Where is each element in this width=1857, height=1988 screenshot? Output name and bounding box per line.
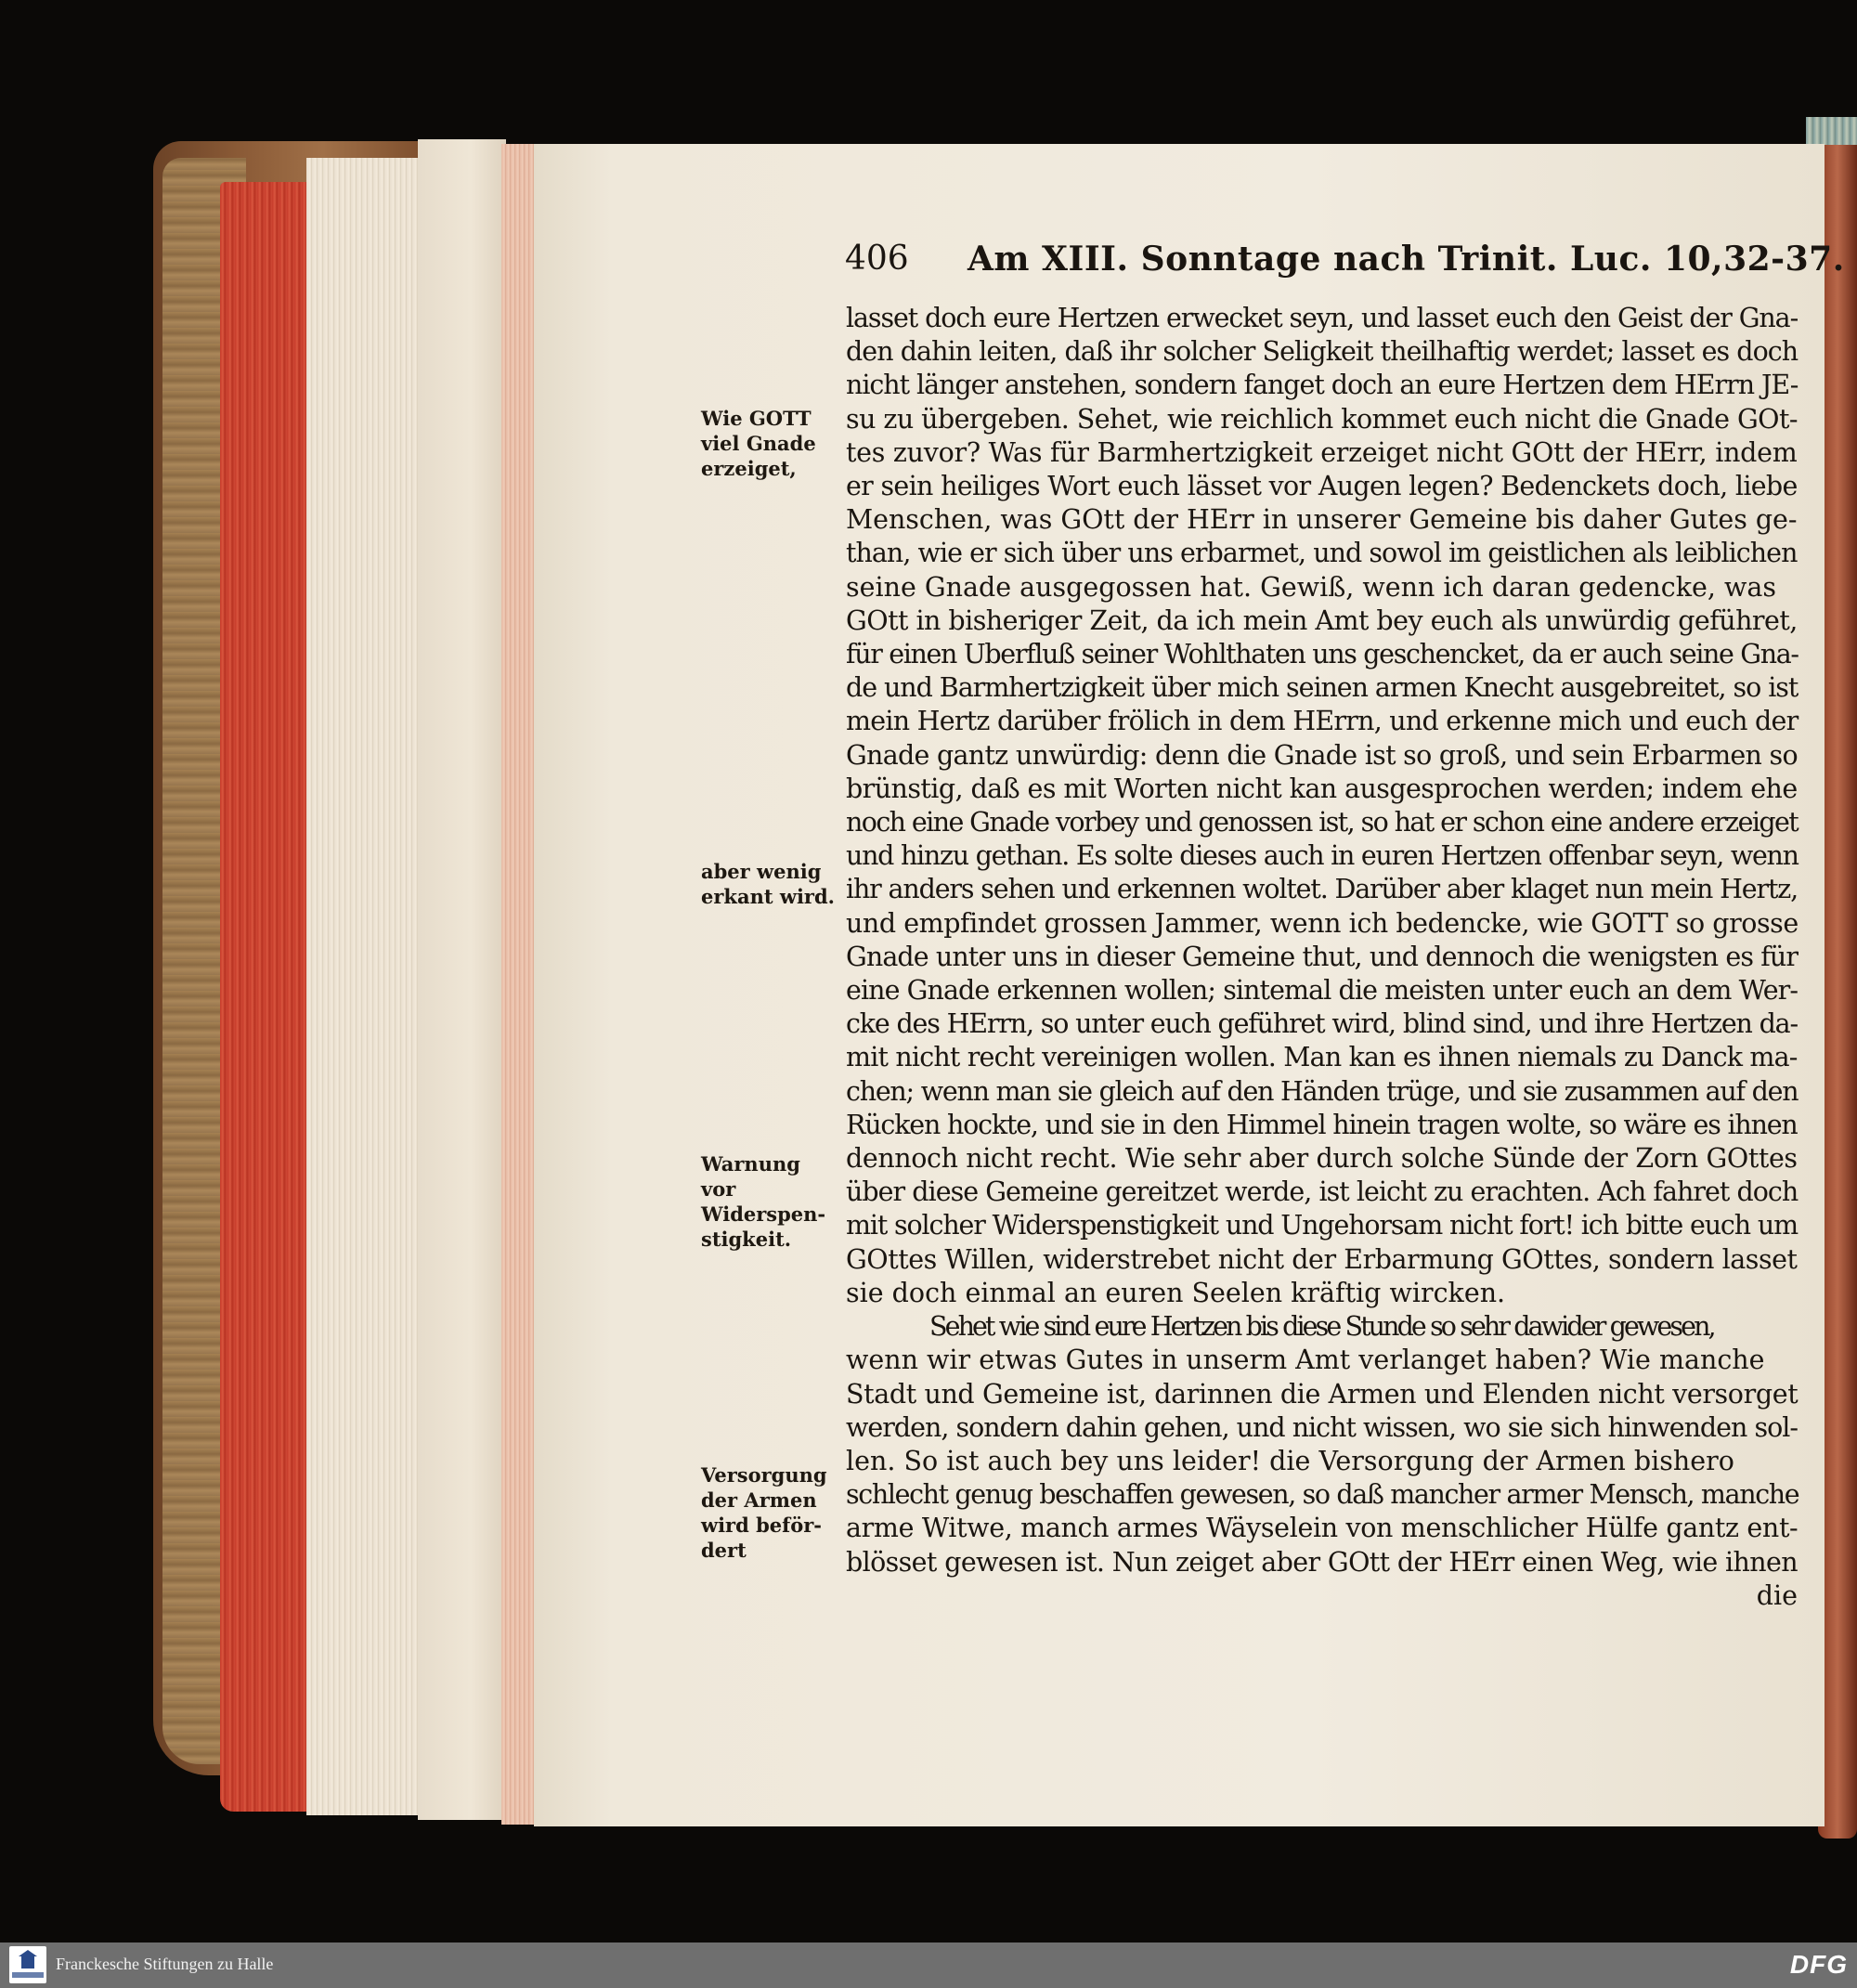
footer-bar <box>0 1943 1857 1988</box>
text-line: lasset doch eure Hertzen erwecket seyn, und lasset euch den Geist der Gna- <box>846 303 1799 333</box>
text-line: su zu übergeben. Sehet, wie reichlich kommet euch nicht die Gnade GOt- <box>846 403 1798 435</box>
text-line: er sein heiliges Wort euch lässet vor Augen legen? Bedenckets doch, liebe <box>846 471 1798 502</box>
text-line: Gnade unter uns in dieser Gemeine thut, und dennoch die wenigsten es für <box>846 941 1799 972</box>
text-line: wenn wir etwas Gutes in unserm Amt verlanget haben? Wie manche <box>846 1345 1765 1376</box>
text-line: seine Gnade ausgegossen hat. Gewiß, wenn ich daran gedencke, was <box>846 571 1776 603</box>
page-number: 406 <box>845 240 909 278</box>
institution-name: Franckesche Stiftungen zu Halle <box>56 1955 274 1973</box>
text-line: ihr anders sehen und erkennen woltet. Darüber aber klaget nun mein Hertz, <box>846 874 1799 905</box>
text-line: den dahin leiten, daß ihr solcher Seligkeit theilhaftig werdet; lasset es doch <box>846 336 1799 368</box>
margin-note-line: erzeiget, <box>701 457 797 480</box>
margin-note-3 <box>701 1151 840 1252</box>
running-title: Am XIII. Sonntage nach Trinit. Luc. 10,32-37. <box>967 240 1845 279</box>
text-line: für einen Uberfluß seiner Wohlthaten uns geschencket, da er auch seine Gna- <box>846 639 1799 670</box>
text-line: dennoch nicht recht. Wie sehr aber durch solche Sünde der Zorn GOttes <box>846 1143 1798 1175</box>
text-line: GOtt in bisheriger Zeit, da ich mein Amt bey euch als unwürdig geführet, <box>846 604 1798 636</box>
text-line: und empfindet grossen Jammer, wenn ich bedencke, wie GOTT so grosse <box>846 907 1799 939</box>
left-page <box>418 139 506 1820</box>
text-line: GOttes Willen, widerstrebet nicht der Erbarmung GOttes, sondern lasset <box>846 1243 1798 1275</box>
text-line: sie doch einmal an euren Seelen kräftig wircken. <box>846 1277 1506 1308</box>
text-line: werden, sondern dahin gehen, und nicht wissen, wo sie sich hinwenden sol- <box>846 1411 1798 1443</box>
text-line: Stadt und Gemeine ist, darinnen die Armen und Elenden nicht versorget <box>846 1378 1799 1410</box>
text-line: schlecht genug beschaffen gewesen, so daß mancher armer Mensch, manche <box>846 1479 1799 1511</box>
text-line: than, wie er sich über uns erbarmet, und sowol im geistlichen als leiblichen <box>846 538 1798 569</box>
text-line: de und Barmhertzigkeit über mich seinen armen Knecht ausgebreitet, so ist <box>846 672 1799 704</box>
page-stack-right <box>501 144 539 1825</box>
text-line: cke des HErrn, so unter euch geführet wird, blind sind, und ihre Hertzen da- <box>846 1008 1798 1040</box>
margin-note-line: viel Gnade <box>701 432 816 455</box>
text-line: über diese Gemeine gereitzet werde, ist leicht zu erachten. Ach fahret doch <box>846 1176 1799 1208</box>
margin-note-line: Wie GOTT <box>701 407 812 430</box>
printed-page <box>534 144 1845 1826</box>
page-stack-left <box>306 158 422 1815</box>
body-text <box>846 302 1798 1613</box>
text-line: Sehet wie sind eure Hertzen bis diese Stunde so sehr dawider gewesen, <box>929 1311 1714 1343</box>
margin-note-line: stigkeit. <box>701 1228 792 1251</box>
margin-note-line: dert <box>701 1539 747 1562</box>
margin-note-line: aber wenig <box>701 860 822 883</box>
text-line: die <box>1756 1579 1798 1611</box>
text-line: tes zuvor? Was für Barmhertzigkeit erzeiget nicht GOtt der HErr, indem <box>846 436 1798 468</box>
margin-note-line: erkant wird. <box>701 885 835 908</box>
text-line: blösset gewesen ist. Nun zeiget aber GOtt der HErr einen Weg, wie ihnen <box>846 1546 1799 1578</box>
text-line: arme Witwe, manch armes Wäyselein von menschlicher Hülfe gantz ent- <box>846 1513 1799 1544</box>
margin-note-4 <box>701 1462 840 1563</box>
margin-note-line: wird beför- <box>701 1514 822 1537</box>
red-page-edge <box>220 182 313 1812</box>
text-line: mit solcher Widerspenstigkeit und Ungehorsam nicht fort! ich bitte euch um <box>846 1210 1798 1241</box>
text-line: eine Gnade erkennen wollen; sintemal die meisten unter euch an dem Wer- <box>846 975 1799 1007</box>
margin-note-2 <box>701 859 840 909</box>
text-line: mit nicht recht vereinigen wollen. Man kan es ihnen niemals zu Danck ma- <box>846 1042 1798 1073</box>
text-line: len. So ist auch bey uns leider! die Versorgung der Armen bishero <box>846 1445 1734 1476</box>
headband <box>1806 117 1857 145</box>
margin-note-line: Warnung vor <box>701 1152 800 1201</box>
text-line: Gnade gantz unwürdig: denn die Gnade ist so groß, und sein Erbarmen so <box>846 739 1798 771</box>
margin-note-line: Widerspen- <box>701 1202 826 1226</box>
text-line: noch eine Gnade vorbey und genossen ist, so hat er schon eine andere erzeiget <box>846 807 1799 838</box>
text-line: nicht länger anstehen, sondern fanget doch an eure Hertzen dem HErrn JE- <box>846 370 1799 401</box>
dfg-logo: DFG <box>1789 1950 1848 1979</box>
text-line: mein Hertz darüber frölich in dem HErrn, und erkenne mich und euch der <box>846 706 1799 737</box>
margin-note-line: der Armen <box>701 1488 817 1512</box>
text-line: Rücken hockte, und sie in den Himmel hinein tragen wolte, so wäre es ihnen <box>846 1109 1798 1140</box>
text-line: Menschen, was GOtt der HErr in unserer Gemeine bis daher Gutes ge- <box>846 504 1798 536</box>
text-line: chen; wenn man sie gleich auf den Händen trüge, und sie zusammen auf den <box>846 1075 1799 1107</box>
text-line: und hinzu gethan. Es solte dieses auch in euren Hertzen offenbar seyn, wenn <box>846 840 1799 872</box>
francke-foundation-logo-icon <box>9 1946 46 1983</box>
text-line: brünstig, daß es mit Worten nicht kan ausgesprochen werden; indem ehe <box>846 773 1798 804</box>
margin-note-line: Versorgung <box>701 1463 827 1487</box>
margin-note-1 <box>701 406 840 481</box>
